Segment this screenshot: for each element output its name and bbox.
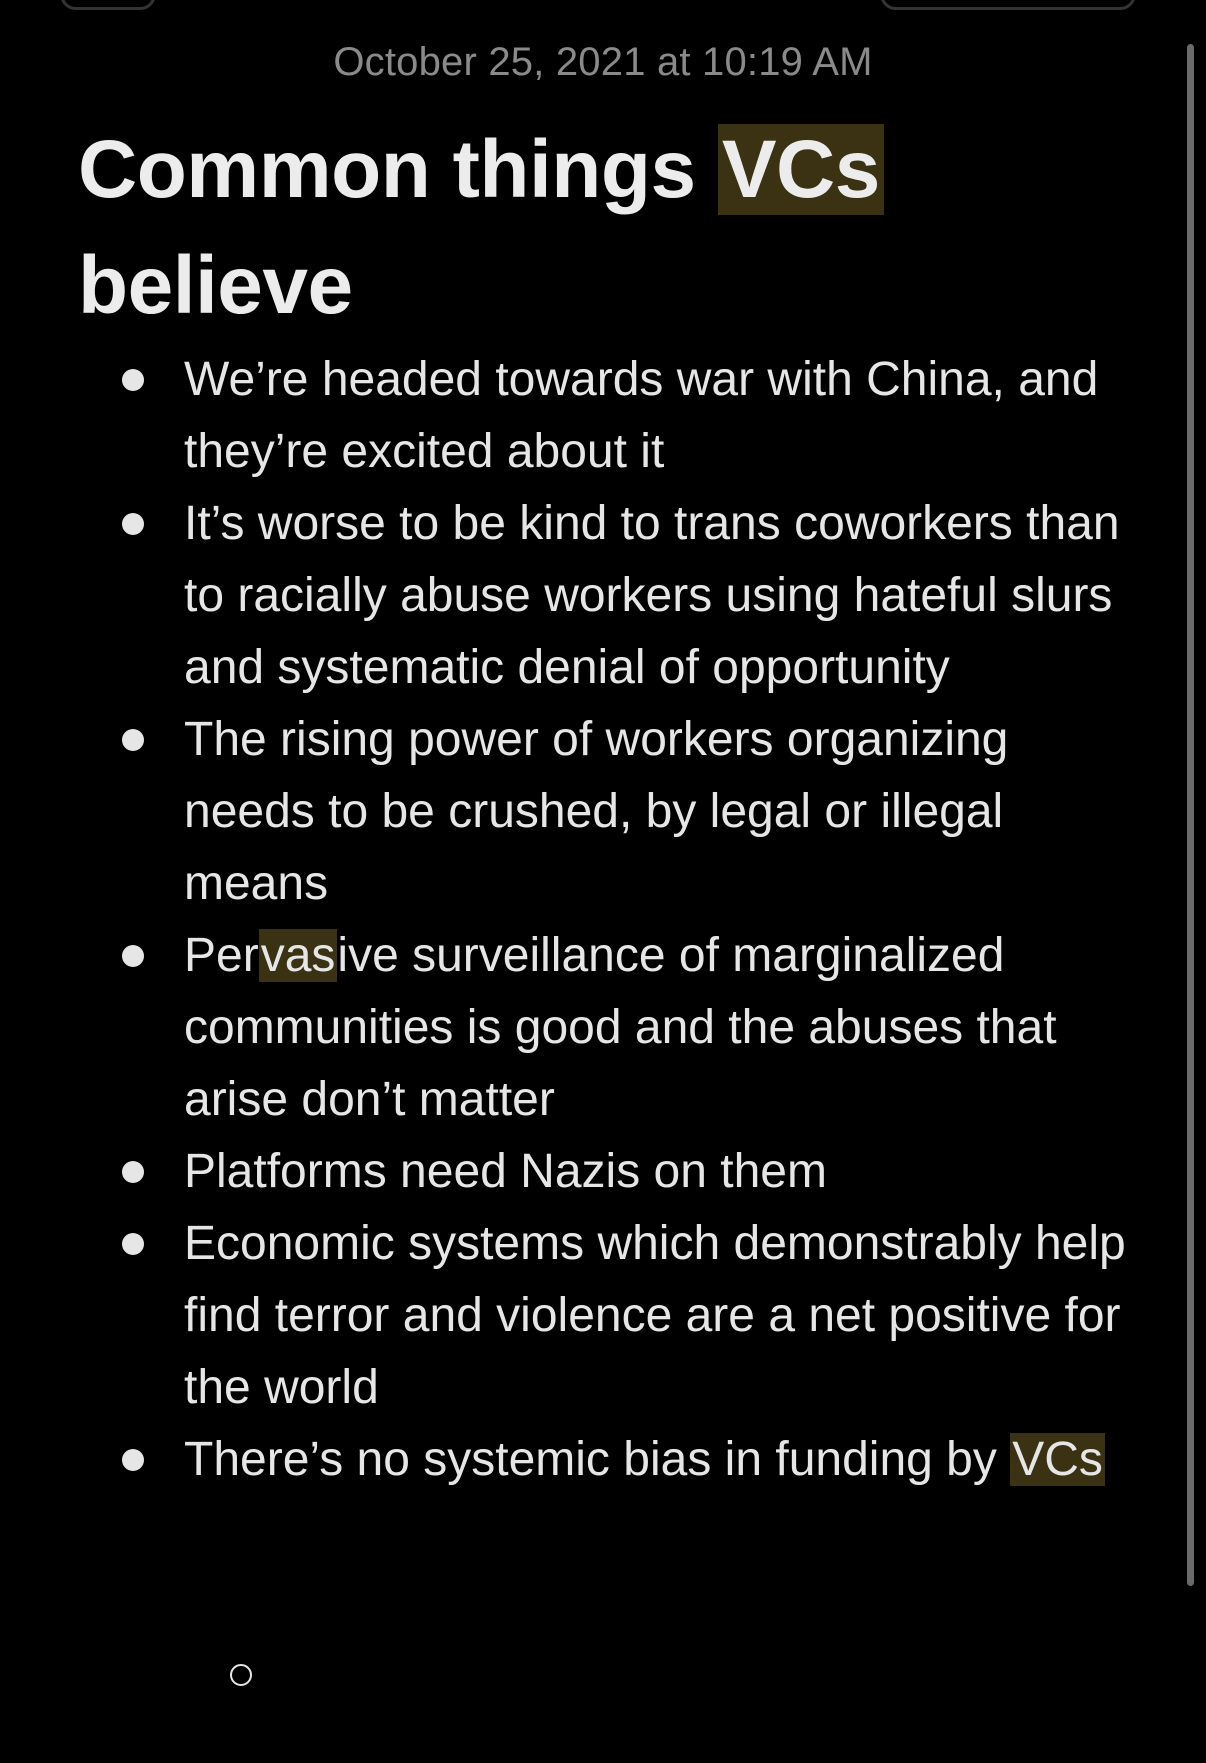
list-item[interactable]	[0, 1208, 1206, 1424]
bullet-dot-icon	[122, 945, 144, 967]
list-item-text-start: There’s no systemic bias in funding by	[184, 1433, 1011, 1486]
list-item[interactable]	[0, 344, 1206, 488]
bullet-dot-icon	[122, 369, 144, 391]
bullet-dot-icon	[122, 1449, 144, 1471]
title-text: Common things	[78, 124, 718, 215]
scrollbar[interactable]	[1187, 44, 1194, 1586]
list-item[interactable]	[0, 920, 1206, 1136]
search-highlight: VCs	[718, 124, 884, 215]
list-item-text-start: Per	[184, 929, 259, 982]
note-title[interactable]	[78, 112, 1078, 344]
title-text-end: believe	[78, 240, 353, 331]
list-item[interactable]	[0, 1136, 1206, 1208]
bullet-dot-icon	[122, 729, 144, 751]
search-highlight: VCs	[1012, 1433, 1103, 1486]
bullet-dot-icon	[122, 1233, 144, 1255]
empty-sub-bullet-icon[interactable]	[230, 1664, 252, 1686]
list-item-text: The rising power of workers organizing needs to be crushed, by legal or illegal means	[184, 713, 1009, 910]
back-button-edge[interactable]	[60, 0, 156, 10]
list-item-text	[184, 1433, 1105, 1486]
list-item[interactable]	[0, 488, 1206, 704]
search-highlight: vas	[260, 929, 336, 982]
list-item-text-end: ive surveillance of marginalized communities is good and the abuses that arise don’t matter	[184, 929, 1057, 1126]
list-item[interactable]	[0, 1424, 1206, 1496]
bullet-list[interactable]	[0, 344, 1206, 1496]
list-item-text: It’s worse to be kind to trans coworkers than to racially abuse workers using hateful slurs and systematic denial of opportunity	[184, 497, 1120, 694]
bullet-dot-icon	[122, 1161, 144, 1183]
list-item-text: Platforms need Nazis on them	[184, 1145, 827, 1198]
list-item-text: We’re headed towards war with China, and they’re excited about it	[184, 353, 1099, 478]
list-item-text	[184, 929, 1057, 1126]
toolbar-buttons-edge[interactable]	[880, 0, 1136, 10]
note-timestamp: October 25, 2021 at 10:19 AM	[333, 40, 873, 84]
list-item[interactable]	[0, 704, 1206, 920]
list-item-text: Economic systems which demonstrably help find terror and violence are a net positive for the world	[184, 1217, 1126, 1414]
bullet-dot-icon	[122, 513, 144, 535]
